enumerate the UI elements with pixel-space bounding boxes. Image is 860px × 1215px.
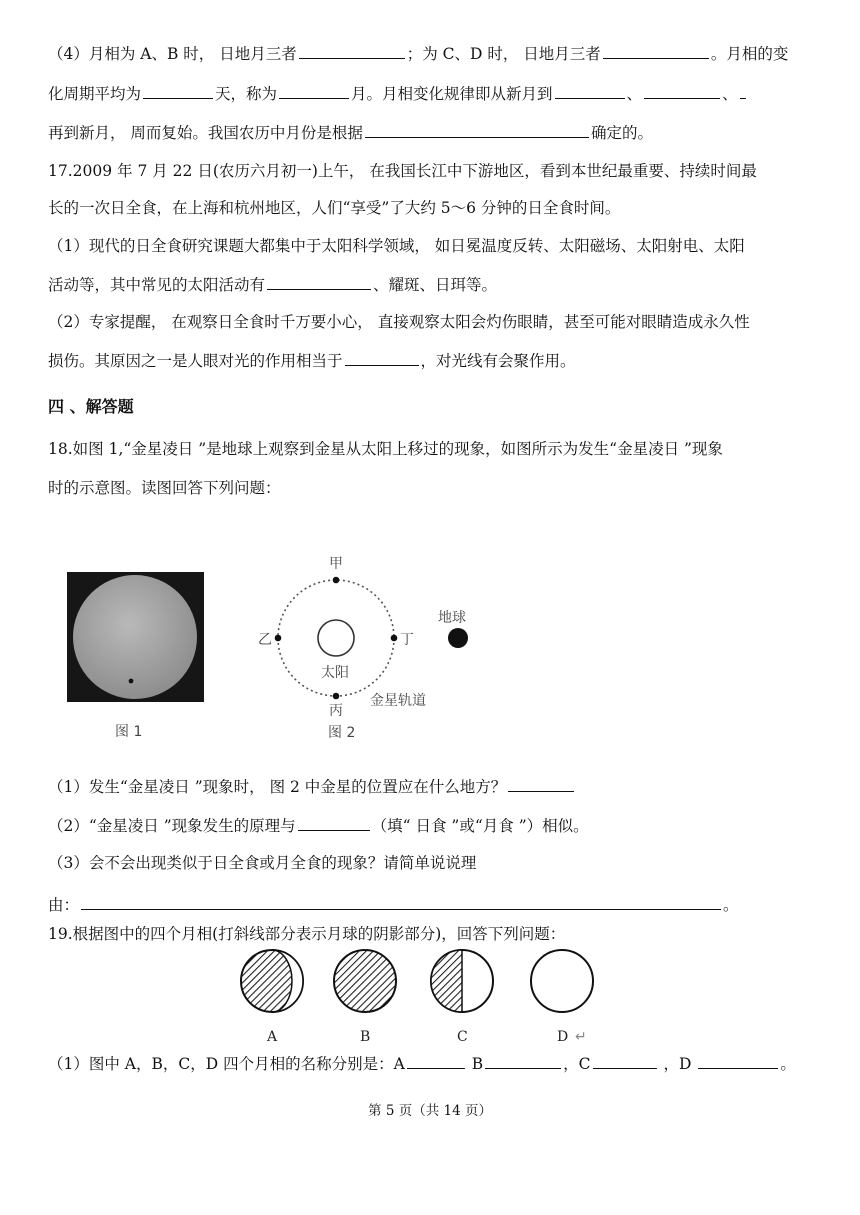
text: B	[471, 1055, 484, 1073]
text: 。	[780, 1055, 796, 1073]
earth-dot	[448, 628, 468, 648]
q17-2-line2	[48, 349, 818, 372]
answer-blank[interactable]	[508, 775, 574, 792]
text: ，C	[563, 1055, 591, 1073]
moon-phases-figure	[230, 945, 630, 1045]
q18-3-line2	[48, 893, 818, 916]
text: 化周期平均为	[48, 85, 142, 103]
label-bing: 丙	[329, 703, 343, 719]
text: 四 、解答题	[48, 397, 134, 416]
answer-blank[interactable]	[81, 893, 721, 910]
text: 天，称为	[215, 85, 278, 103]
text: （2）“金星凌日 ”现象发生的原理与	[48, 817, 296, 835]
position-jia-dot	[333, 577, 340, 584]
position-ding-dot	[391, 635, 398, 642]
text: 月。月相变化规律即从新月到	[351, 85, 553, 103]
moon-phase-b	[334, 950, 396, 1012]
label-sun: 太阳	[321, 665, 349, 681]
label-b: B	[360, 1029, 371, 1045]
q17-stem-line1	[48, 160, 818, 182]
answer-blank[interactable]	[279, 82, 349, 99]
return-mark: ↵	[575, 1029, 587, 1045]
text: 、	[626, 85, 643, 103]
label-venus-orbit: 金星轨道	[370, 693, 426, 709]
q18-1	[48, 775, 818, 798]
label-yi: 乙	[258, 632, 272, 648]
text: ，对光线有会聚作用。	[420, 352, 576, 370]
figure-2-caption: 图 2	[328, 725, 356, 741]
text: 活动等，其中常见的太阳活动有	[48, 276, 266, 294]
text: （1）发生“金星凌日 ”现象时， 图 2 中金星的位置应在什么地方？	[48, 778, 507, 796]
text: 。月相的变	[710, 45, 789, 63]
text: 损伤。其原因之一是人眼对光的作用相当于	[48, 352, 343, 370]
figure-2-orbit-diagram	[240, 540, 500, 750]
page-footer: 第 5 页（共 14 页）	[368, 1103, 492, 1119]
text: （2）专家提醒， 在观察日全食时千万要小心， 直接观察太阳会灼伤眼睛，甚至可能对眼睛造成永久性	[48, 313, 750, 331]
text: 、	[722, 85, 738, 103]
answer-blank[interactable]	[555, 82, 625, 99]
q17-1-line2	[48, 273, 818, 296]
moon-phase-d	[531, 950, 593, 1012]
text: 确定的。	[590, 124, 653, 142]
sun-circle	[318, 620, 354, 656]
answer-blank[interactable]	[298, 814, 370, 831]
q16-4-line3	[48, 121, 818, 144]
answer-blank[interactable]	[593, 1052, 657, 1069]
q18-3-line1	[48, 852, 818, 874]
text: 17.2009 年 7 月 22 日(农历六月初一)上午， 在我国长江中下游地区，看到本世纪最重要、持续时间最	[48, 162, 757, 180]
figure-1-caption: 图 1	[115, 724, 143, 740]
label-earth: 地球	[438, 610, 466, 626]
q18-stem-line2	[48, 477, 818, 499]
position-bing-dot	[333, 693, 340, 700]
answer-blank[interactable]	[407, 1052, 465, 1069]
text: （1）现代的日全食研究课题大都集中于太阳科学领域， 如日冕温度反转、太阳磁场、太阳射电、太阳	[48, 237, 745, 255]
moon-phase-a	[241, 950, 303, 1012]
q16-4-line2	[48, 82, 818, 105]
label-ding: 丁	[400, 632, 414, 648]
text: 再到新月， 周而复始。我国农历中月份是根据	[48, 124, 363, 142]
text: （4）月相为 A、B 时， 日地月三者	[48, 45, 297, 63]
text: ；为 C、D 时， 日地月三者	[406, 45, 601, 63]
q19-1	[48, 1052, 818, 1075]
text: 长的一次日全食，在上海和杭州地区，人们“享受”了大约 5～6 分钟的日全食时间。	[48, 199, 621, 217]
answer-blank[interactable]	[740, 82, 746, 99]
q17-1-line1	[48, 235, 818, 257]
q17-stem-line2	[48, 197, 818, 219]
venus-dot	[129, 679, 134, 684]
answer-blank[interactable]	[485, 1052, 561, 1069]
text: （填“ 日食 ”或“月食 ”）相似。	[371, 817, 589, 835]
section-heading	[48, 396, 818, 418]
figure-1-venus-transit-photo	[60, 560, 210, 750]
text: （3）会不会出现类似于日全食或月全食的现象？请简单说说理	[48, 854, 477, 872]
text: ，D	[663, 1055, 692, 1073]
label-c: C	[457, 1029, 468, 1045]
text: 由：	[48, 896, 80, 914]
text: 18.如图 1,“金星凌日 ”是地球上观察到金星从太阳上移过的现象，如图所示为发生“金星凌日 ”现象	[48, 440, 723, 458]
text: 、耀斑、日珥等。	[373, 276, 498, 294]
answer-blank[interactable]	[603, 42, 709, 59]
q18-stem-line1	[48, 438, 818, 460]
q17-2-line1	[48, 311, 818, 333]
answer-blank[interactable]	[267, 273, 371, 290]
label-jia: 甲	[329, 556, 343, 572]
position-yi-dot	[275, 635, 282, 642]
moon-phase-c	[431, 950, 493, 1012]
text: 时的示意图。读图回答下列问题：	[48, 479, 281, 497]
sun-disk	[73, 575, 197, 699]
answer-blank[interactable]	[299, 42, 405, 59]
answer-blank[interactable]	[143, 82, 213, 99]
answer-blank[interactable]	[698, 1052, 778, 1069]
label-d: D	[557, 1029, 569, 1045]
q16-4-line1	[48, 42, 818, 65]
q18-2	[48, 814, 818, 837]
answer-blank[interactable]	[365, 121, 589, 138]
answer-blank[interactable]	[345, 349, 419, 366]
text: 19.根据图中的四个月相(打斜线部分表示月球的阴影部分)，回答下列问题：	[48, 925, 566, 943]
text: （1）图中 A，B，C，D 四个月相的名称分别是：A	[48, 1055, 405, 1073]
label-a: A	[267, 1029, 278, 1045]
answer-blank[interactable]	[644, 82, 720, 99]
text: 。	[723, 896, 739, 914]
q19-stem	[48, 923, 818, 945]
